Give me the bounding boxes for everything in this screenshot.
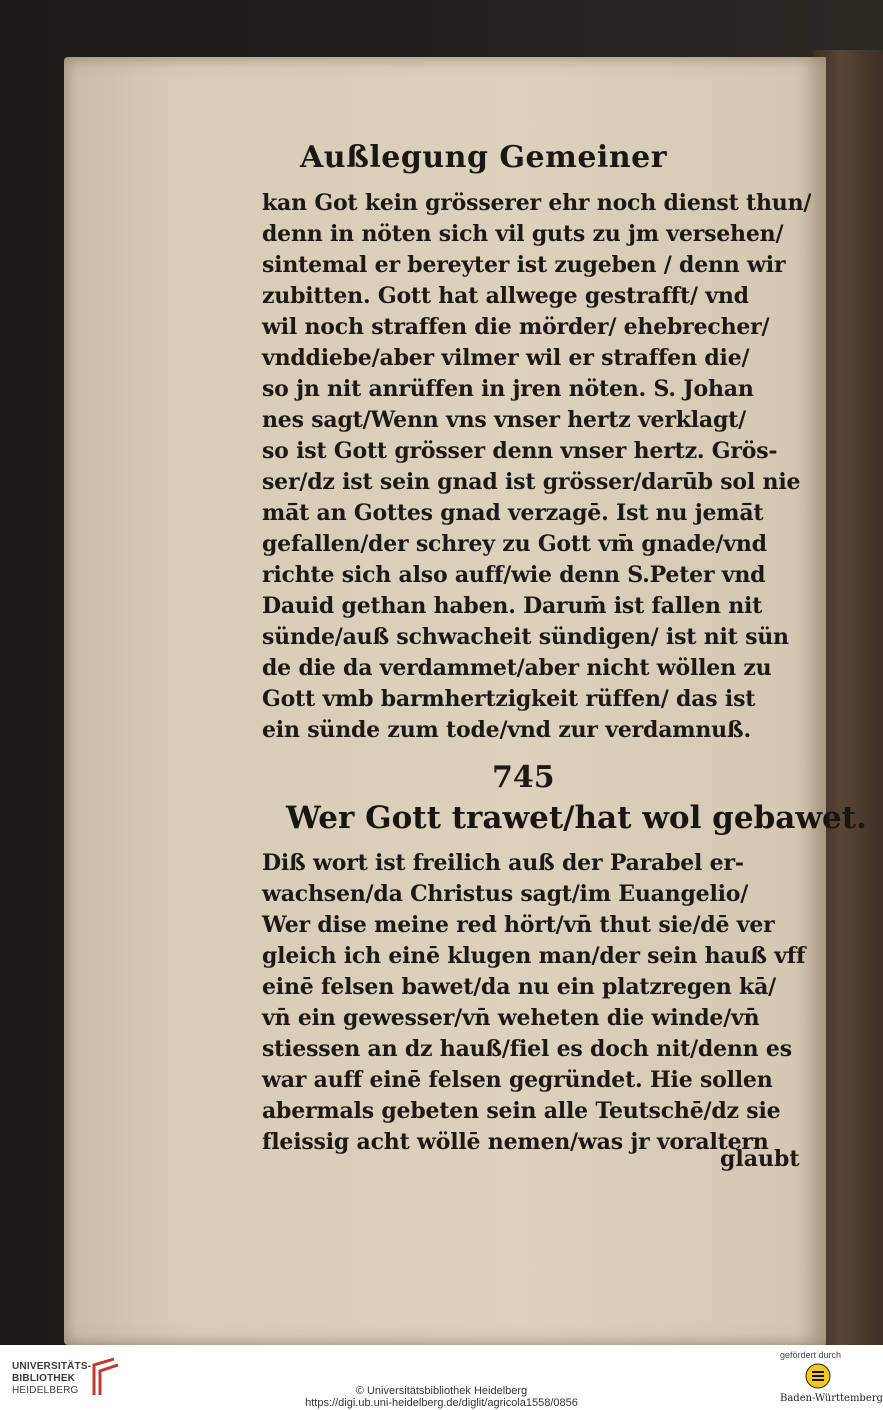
text-line: Dauid gethan haben. Darum̄ ist fallen nit — [262, 593, 763, 619]
text-line: Diß wort ist freilich auß der Parabel er- — [262, 850, 744, 876]
permalink[interactable]: https://digi.ub.uni-heidelberg.de/diglit/agricola1558/0856 — [305, 1397, 578, 1409]
text-line: sünde/auß schwacheit sündigen/ ist nit sün — [262, 624, 789, 650]
text-line: mā̄t an Gottes gnad verzagē. Ist nu jemā̄t — [262, 500, 764, 526]
paragraph-1 — [262, 188, 812, 746]
text-line: fleissig acht wöllē nemen/was jr voraltern — [262, 1129, 769, 1155]
library-line: UNIVERSITÄTS- — [12, 1361, 92, 1372]
sponsor-label: gefördert durch — [780, 1350, 842, 1360]
text-line: einē felsen bawet/da nu ein platzregen kā/ — [262, 974, 776, 1000]
text-line: Wer dise meine red hört/vn̄ thut sie/dē ver — [262, 912, 775, 938]
text-line: vn̄ ein gewesser/vn̄ weheten die winde/vn̄ — [262, 1005, 760, 1031]
text-line: de die da verdammet/aber nicht wöllen zu — [262, 655, 772, 681]
text-line: denn in nöten sich vil guts zu jm versehen/ — [262, 221, 784, 247]
text-line: zubitten. Gott hat allwege gestrafft/ vnd — [262, 283, 749, 309]
text-line: war auff einē felsen gegründet. Hie sollen — [262, 1067, 773, 1093]
text-line: nes sagt/Wenn vns vnser hertz verklagt/ — [262, 407, 746, 433]
coat-of-arms-icon — [805, 1363, 831, 1389]
copyright-text: © Universitätsbibliothek Heidelberg — [355, 1385, 528, 1397]
text-line: abermals gebeten sein alle Teutschē/dz sie — [262, 1098, 781, 1124]
proverb-number: 745 — [492, 760, 555, 795]
text-line: ser/dz ist sein gnad ist grösser/darūb sol nie — [262, 469, 801, 495]
text-line: gefallen/der schrey zu Gott vm̄ gnade/vnd — [262, 531, 767, 557]
text-line: wil noch straffen die mörder/ ehebrecher/ — [262, 314, 770, 340]
library-line: BIBLIOTHEK — [12, 1373, 76, 1384]
text-line: vnddiebe/aber vilmer wil er straffen die/ — [262, 345, 750, 371]
text-line: Gott vmb barmhertzigkeit rüffen/ das ist — [262, 686, 756, 712]
catchword: glaubt — [720, 1146, 800, 1172]
text-line: richte sich also auff/wie denn S.Peter vnd — [262, 562, 766, 588]
text-line: ein sünde zum tode/vnd zur verdamnuß. — [262, 717, 751, 743]
running-head: Außlegung Gemeiner — [300, 140, 668, 175]
footer — [0, 1345, 883, 1410]
text-line: gleich ich einē klugen man/der sein hauß vff — [262, 943, 806, 969]
proverb-heading: Wer Gott trawet/hat wol gebawet. — [286, 800, 867, 836]
text-line: stiessen an dz hauß/fiel es doch nit/denn es — [262, 1036, 792, 1062]
paragraph-2 — [262, 848, 806, 1158]
text-line: wachsen/da Christus sagt/im Euangelio/ — [262, 881, 749, 907]
sponsor-name[interactable]: Baden-Württemberg — [780, 1393, 883, 1404]
text-line: so ist Gott grösser denn vnser hertz. Grös- — [262, 438, 778, 464]
library-line: HEIDELBERG — [12, 1385, 79, 1396]
text-line: sintemal er bereyter ist zugeben / denn wir — [262, 252, 786, 278]
text-line: kan Got kein grösserer ehr noch dienst thun/ — [262, 190, 812, 216]
text-line: so jn nit anrüffen in jren nöten. S. Johan — [262, 376, 754, 402]
